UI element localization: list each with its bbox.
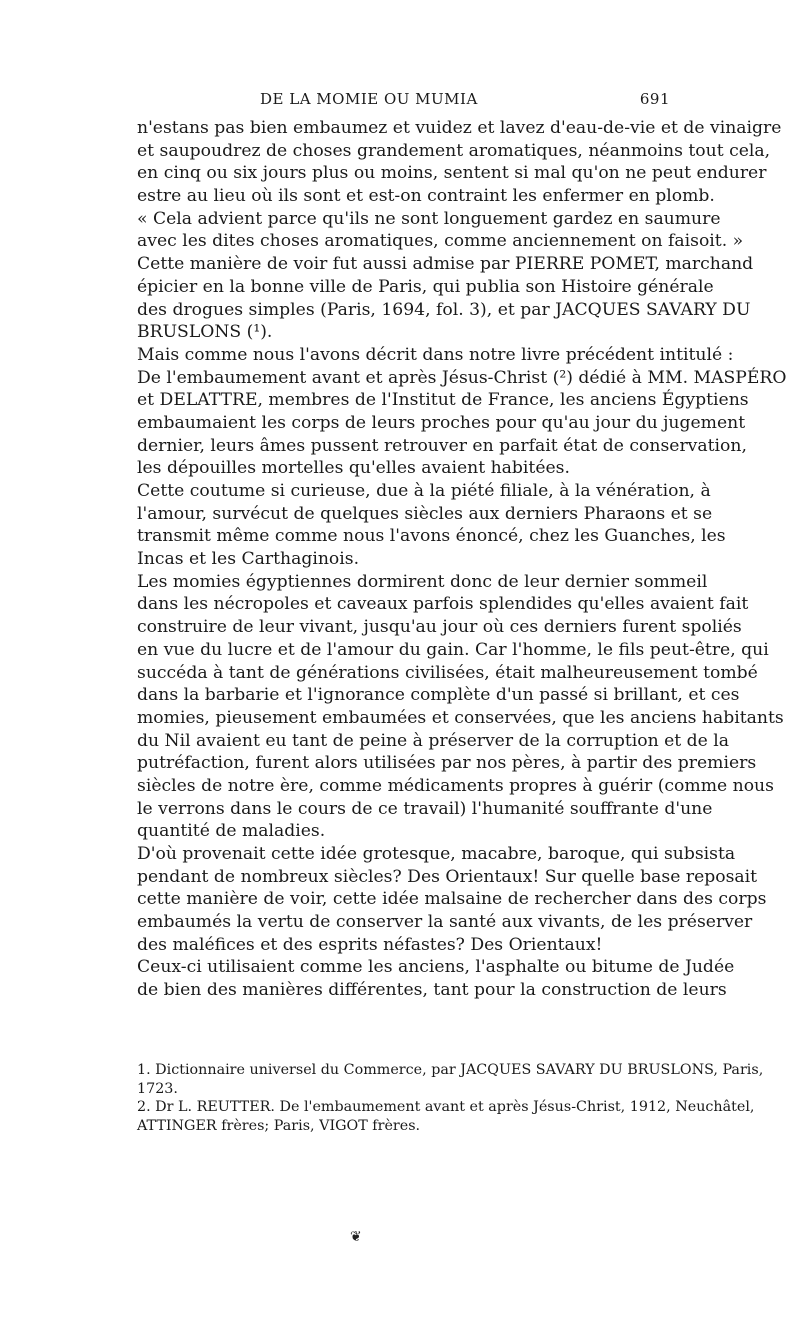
text-line: transmit même comme nous l'avons énoncé, chez les Guanches, les [137,526,726,547]
body-text [137,117,787,1002]
text-line: Cette manière de voir fut aussi admise par PIERRE POMET, marchand [137,254,754,275]
footnote-line: ATTINGER frères; Paris, VIGOT frères. [137,1117,421,1134]
text-line: putréfaction, furent alors utilisées par nos pères, à partir des premiers [137,753,757,774]
page-number: 691 [639,90,670,108]
text-line: D'où provenait cette idée grotesque, macabre, baroque, qui subsista [137,844,736,864]
running-header [140,80,670,108]
text-line: quantité de maladies. [137,821,326,842]
text-line: embaumés la vertu de conserver la santé aux vivants, de les préserver [137,912,753,933]
running-title: DE LA MOMIE OU MUMIA [260,90,478,108]
text-line: estre au lieu où ils sont et est-on contraint les enfermer en plomb. [137,186,715,207]
text-line: « Cela advient parce qu'ils ne sont longuement gardez en saumure [137,208,721,229]
text-line: des drogues simples (Paris, 1694, fol. 3), et par JACQUES SAVARY DU [137,299,751,320]
text-line: de bien des manières différentes, tant pour la construction de leurs [137,980,727,1001]
text-line: Incas et les Carthaginois. [137,549,360,570]
text-line: épicier en la bonne ville de Paris, qui publia son Histoire générale [137,276,714,297]
text-line: et saupoudrez de choses grandement aromatiques, néanmoins tout cela, [137,140,771,161]
printer-mark: ❦ [350,1229,362,1245]
text-line: dans la barbarie et l'ignorance complète d'un passé si brillant, et ces [137,685,740,706]
text-line: dans les nécropoles et caveaux parfois splendides qu'elles avaient fait [137,594,749,615]
text-line: succéda à tant de générations civilisées, était malheureusement tombé [137,662,758,683]
text-line: les dépouilles mortelles qu'elles avaient habitées. [137,458,570,479]
text-line: momies, pieusement embaumées et conservées, que les anciens habitants [137,707,784,728]
text-line: le verrons dans le cours de ce travail) l'humanité souffrante d'une [137,798,713,819]
footnotes [137,1061,764,1135]
text-line: embaumaient les corps de leurs proches pour qu'au jour du jugement [137,412,746,433]
text-line: De l'embaumement avant et après Jésus-Christ (²) dédié à MM. MASPÉRO [137,367,787,388]
footnote-line: 2. Dr L. REUTTER. De l'embaumement avant et après Jésus-Christ, 1912, Neuchâtel, [137,1099,755,1115]
text-line: BRUSLONS (¹). [137,322,273,343]
text-line: l'amour, survécut de quelques siècles aux derniers Pharaons et se [137,503,713,524]
text-line: Cette coutume si curieuse, due à la piété filiale, à la vénération, à [137,481,711,501]
text-line: dernier, leurs âmes pussent retrouver en parfait état de conservation, [137,435,747,456]
text-line: en cinq ou six jours plus ou moins, sentent si mal qu'on ne peut endurer [137,163,767,184]
text-line: et DELATTRE, membres de l'Institut de France, les anciens Égyptiens [137,390,749,411]
text-line: siècles de notre ère, comme médicaments propres à guérir (comme nous [137,775,774,796]
text-line: Les momies égyptiennes dormirent donc de leur dernier sommeil [137,571,708,592]
text-line: construire de leur vivant, jusqu'au jour où ces derniers furent spoliés [137,617,742,638]
text-line: pendant de nombreux siècles? Des Orientaux! Sur quelle base reposait [137,866,758,887]
text-line: cette manière de voir, cette idée malsaine de rechercher dans des corps [137,889,767,910]
footnote-line: 1723. [137,1080,178,1097]
text-line: en vue du lucre et de l'amour du gain. Car l'homme, le fils peut-être, qui [137,639,769,660]
text-line: du Nil avaient eu tant de peine à préserver de la corruption et de la [137,730,730,751]
text-line: des maléfices et des esprits néfastes? Des Orientaux! [137,934,603,955]
text-line: Ceux-ci utilisaient comme les anciens, l'asphalte ou bitume de Judée [137,957,735,978]
footnote-line: 1. Dictionnaire universel du Commerce, par JACQUES SAVARY DU BRUSLONS, Paris, [137,1062,764,1078]
text-line: n'estans pas bien embaumez et vuidez et lavez d'eau-de-vie et de vinaigre [137,118,782,138]
text-line: Mais comme nous l'avons décrit dans notre livre précédent intitulé : [137,344,734,365]
text-line: avec les dites choses aromatiques, comme anciennement on faisoit. » [137,231,744,252]
